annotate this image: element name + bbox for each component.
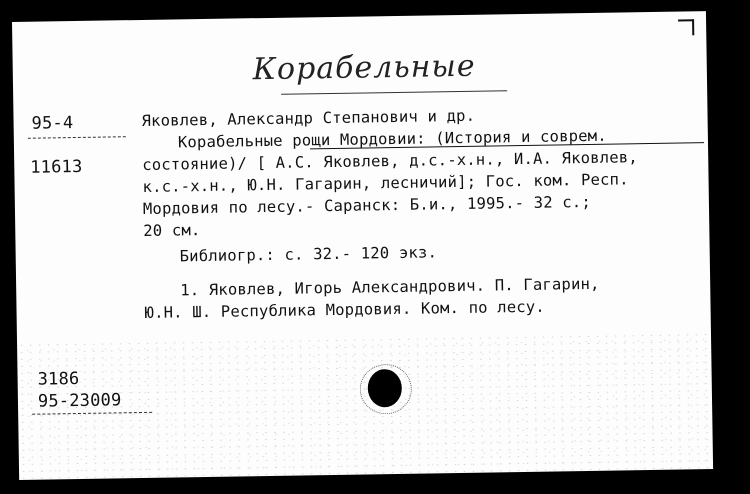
heading-underline (281, 90, 507, 95)
title-line-3: к.с.-х.н., Ю.Н. Гагарин, лесничий]; Гос. ком. Респ. (142, 170, 629, 196)
tracing-line-2: Ю.Н. Ш. Республика Мордовия. Ком. по лесу. (144, 297, 546, 322)
author-line: Яковлев, Александр Степанович и др. (141, 106, 476, 130)
call-number-bottom: 11613 (30, 156, 83, 178)
footer-number-1: 3186 (37, 368, 80, 390)
handwritten-heading: Корабельные (252, 48, 476, 88)
call-number-divider (28, 136, 126, 139)
card-corner-mark (678, 19, 694, 35)
title-line-5: 20 см. (143, 221, 201, 240)
call-number-top: 95-4 (31, 113, 74, 134)
title-line-4: Мордовия по лесу.- Саранск: Б.и., 1995.- 32 с.; (142, 192, 592, 218)
tracing-line-1: 1. Яковлев, Игорь Александрович. П. Гагарин, (180, 274, 600, 300)
catalog-card (12, 11, 713, 480)
footer-number-2: 95-23009 (37, 390, 122, 412)
bibliography-line: Библиогр.: с. 32.- 120 экз. (179, 243, 438, 266)
title-line-1: Корабельные рощи Мордовии: (История и соврем. (177, 126, 607, 152)
title-line-2: состояние)/ [ А.С. Яковлев, д.с.-х.н., И.А. Яковлев, (142, 148, 638, 174)
